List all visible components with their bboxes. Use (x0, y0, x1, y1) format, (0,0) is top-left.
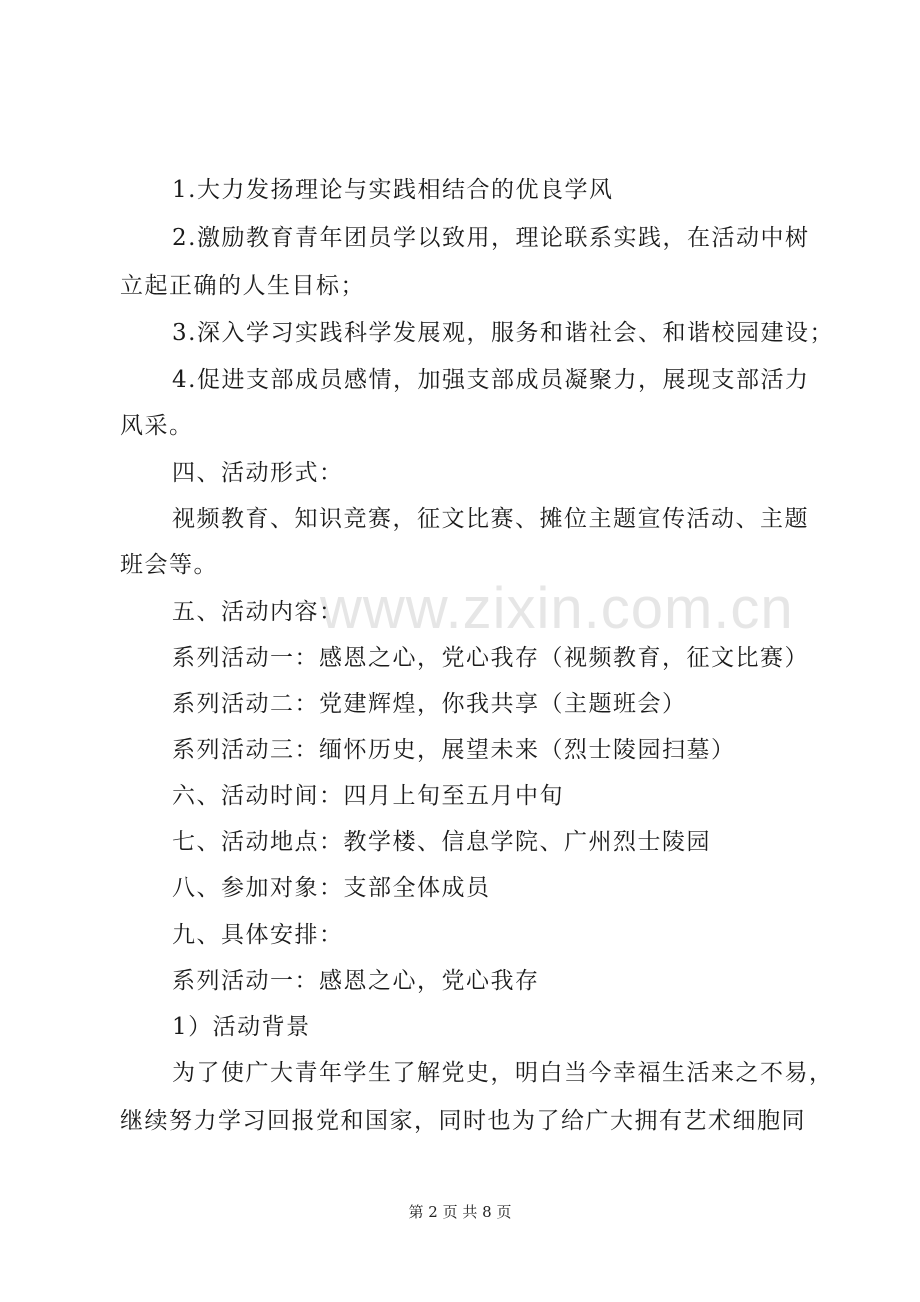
watermark: www.zixin.com.cn (320, 576, 794, 641)
section-heading: 五、活动内容： (172, 599, 344, 625)
paragraph-line: 视频教育、知识竞赛，征文比赛、摊位主题宣传活动、主题 (172, 506, 809, 532)
section-heading: 八、参加对象：支部全体成员 (172, 875, 491, 901)
paragraph-line: 立起正确的人生目标； (120, 273, 365, 299)
section-heading: 四、活动形式： (172, 460, 344, 486)
paragraph-line: 系列活动二：党建辉煌，你我共享（主题班会） (172, 691, 687, 717)
paragraph-line: 继续努力学习回报党和国家，同时也为了给广大拥有艺术细胞同 (120, 1108, 806, 1134)
section-heading: 九、具体安排： (172, 922, 344, 948)
paragraph-line: 系列活动一：感恩之心，党心我存（视频教育，征文比赛） (172, 645, 809, 671)
paragraph-line: 系列活动三：缅怀历史，展望未来（烈士陵园扫墓） (172, 737, 736, 763)
subsection-heading: 1）活动背景 (172, 1014, 311, 1040)
paragraph-line: 3.深入学习实践科学发展观，服务和谐社会、和谐校园建设； (172, 320, 834, 346)
section-heading: 六、活动时间：四月上旬至五月中旬 (172, 783, 564, 809)
paragraph-line: 4.促进支部成员感情，加强支部成员凝聚力，展现支部活力 (172, 367, 810, 393)
section-heading: 七、活动地点：教学楼、信息学院、广州烈士陵园 (172, 829, 711, 855)
paragraph-line: 班会等。 (120, 552, 218, 578)
paragraph-line: 系列活动一：感恩之心，党心我存 (172, 968, 540, 994)
paragraph-line: 风采。 (120, 413, 194, 439)
paragraph-line: 1.大力发扬理论与实践相结合的优良学风 (172, 177, 614, 203)
page-footer: 第 2 页 共 8 页 (408, 1203, 512, 1221)
paragraph-line: 为了使广大青年学生了解党史，明白当今幸福生活来之不易， (172, 1060, 834, 1086)
paragraph-line: 2.激励教育青年团员学以致用，理论联系实践，在活动中树 (172, 225, 810, 251)
